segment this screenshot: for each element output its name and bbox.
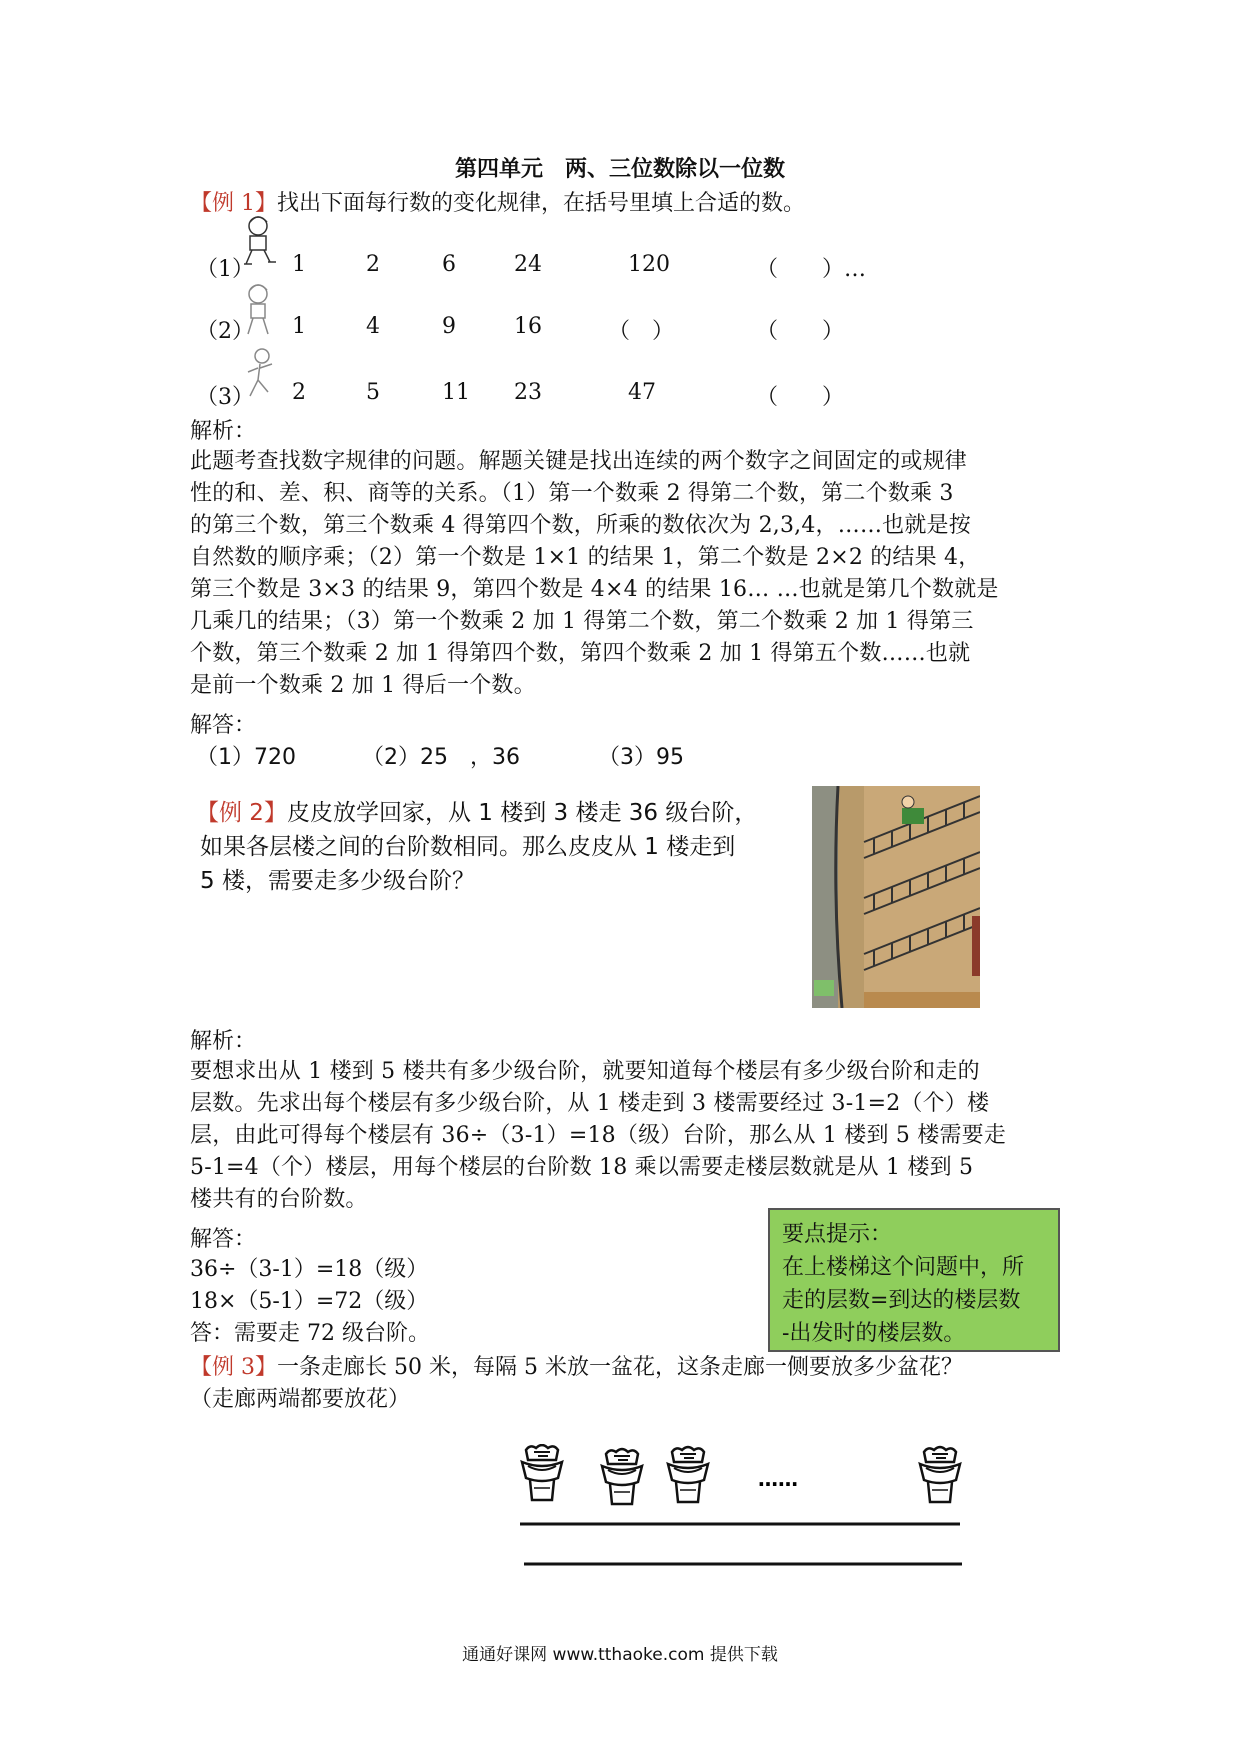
question-line: 5 楼，需要走多少级台阶？ [200,868,475,894]
sequence-row-3 [196,380,896,410]
example3-question: 一条走廊长 50 米，每隔 5 米放一盆花，这条走廊一侧要放多少盆花？ [277,1355,963,1380]
analysis-line: 几乘几的结果；（3）第一个数乘 2 加 1 得第二个数，第二个数乘 2 加 1 得第三 [190,609,974,634]
sequence-value: （ ） [608,319,675,344]
example2-question [196,796,757,898]
sequence-value: 16 [514,314,542,339]
answer-1: （1）720 [196,745,296,770]
example2-answer-label: 解答： [190,1227,257,1252]
tip-title: 要点提示： [782,1222,893,1247]
sequence-value: 11 [442,380,470,405]
answer-blank: （ ） [756,385,845,410]
example1-analysis-label: 解析： [190,419,257,444]
row-number: （1） [196,257,254,282]
answer-2: （2）25 ，36 [362,745,520,770]
page-title: 第四单元 两、三位数除以一位数 [454,156,785,182]
sequence-value: 9 [442,314,456,339]
example1-analysis [190,446,1070,702]
analysis-line: 此题考查找数字规律的问题。解题关键是找出连续的两个数字之间固定的或规律 [190,449,968,474]
tip-line: -出发时的楼层数。 [782,1321,966,1346]
sequence-value: 1 [292,314,306,339]
sequence-value: 1 [292,252,306,277]
example2-analysis [190,1056,1070,1216]
analysis-line: 性的和、差、积、商等的关系。（1）第一个数乘 2 得第二个数，第二个数乘 3 [190,481,954,506]
ellipsis-dots: …… [758,1467,798,1491]
answer-3: （3）95 [598,745,684,770]
sequence-value: 5 [366,380,380,405]
analysis-line: 层，由此可得每个楼层有 36÷（3-1）=18（级）台阶，那么从 1 楼到 5 楼需要走 [190,1123,1007,1148]
answer-blank: （ ）… [756,257,867,282]
answer-line: 答：需要走 72 级台阶。 [190,1321,430,1346]
sequence-value: 120 [628,252,670,277]
analysis-line: 自然数的顺序乘；（2）第一个数是 1×1 的结果 1，第二个数是 2×2 的结果 4， [190,545,981,570]
sequence-row-1 [196,252,896,282]
question-line: 如果各层楼之间的台阶数相同。那么皮皮从 1 楼走到 [200,834,736,860]
analysis-line: 是前一个数乘 2 加 1 得后一个数。 [190,673,536,698]
sequence-value: 2 [292,380,306,405]
analysis-line: 的第三个数，第三个数乘 4 得第四个数，所乘的数依次为 2,3,4，……也就是按 [190,513,971,538]
example1-question-line [190,186,805,217]
analysis-line: 楼共有的台阶数。 [190,1187,368,1212]
analysis-line: 个数，第三个数乘 2 加 1 得第四个数，第四个数乘 2 加 1 得第五个数……也就 [190,641,971,666]
sequence-value: 23 [514,380,542,405]
analysis-line: 5-1=4（个）楼层，用每个楼层的台阶数 18 乘以需要走楼层数就是从 1 楼到 5 [190,1155,974,1180]
analysis-line: 要想求出从 1 楼到 5 楼共有多少级台阶，就要知道每个楼层有多少级台阶和走的 [190,1059,980,1084]
row-number: （3） [196,385,254,410]
sequence-value: 6 [442,252,456,277]
example1-question: 找出下面每行数的变化规律，在括号里填上合适的数。 [277,191,806,216]
example3-question-line [190,1350,963,1381]
sequence-value: 2 [366,252,380,277]
tip-line: 走的层数=到达的楼层数 [782,1288,1021,1313]
sequence-value: 47 [628,380,656,405]
analysis-line: 层数。先求出每个楼层有多少级台阶，从 1 楼走到 3 楼需要经过 3-1=2（个）楼 [190,1091,990,1116]
row-number: （2） [196,319,254,344]
analysis-line: 第三个数是 3×3 的结果 9，第四个数是 4×4 的结果 16… …也就是第几个数就是 [190,577,999,602]
example3-label: 【例 3】 [190,1355,277,1380]
example1-label: 【例 1】 [190,191,277,216]
sequence-row-2 [196,314,896,344]
example2-analysis-label: 解析： [190,1029,257,1054]
flower-pots-diagram [520,1444,980,1576]
answer-blank: （ ） [756,319,845,344]
example3-note: （走廊两端都要放花） [190,1387,411,1412]
sequence-value: 24 [514,252,542,277]
example1-answer-label: 解答： [190,713,257,738]
example2-label: 【例 2】 [196,800,287,826]
answer-line: 18×（5-1）=72（级） [190,1289,429,1314]
sequence-value: 4 [366,314,380,339]
answer-line: 36÷（3-1）=18（级） [190,1257,429,1282]
question-line: 皮皮放学回家，从 1 楼到 3 楼走 36 级台阶， [286,800,758,826]
staircase-illustration [812,786,980,1008]
example2-answer [190,1254,430,1350]
tip-line: 在上楼梯这个问题中，所 [782,1255,1025,1280]
key-point-tip-box [768,1208,1060,1352]
page-footer: 通通好课网 www.tthaoke.com 提供下载 [462,1645,778,1665]
